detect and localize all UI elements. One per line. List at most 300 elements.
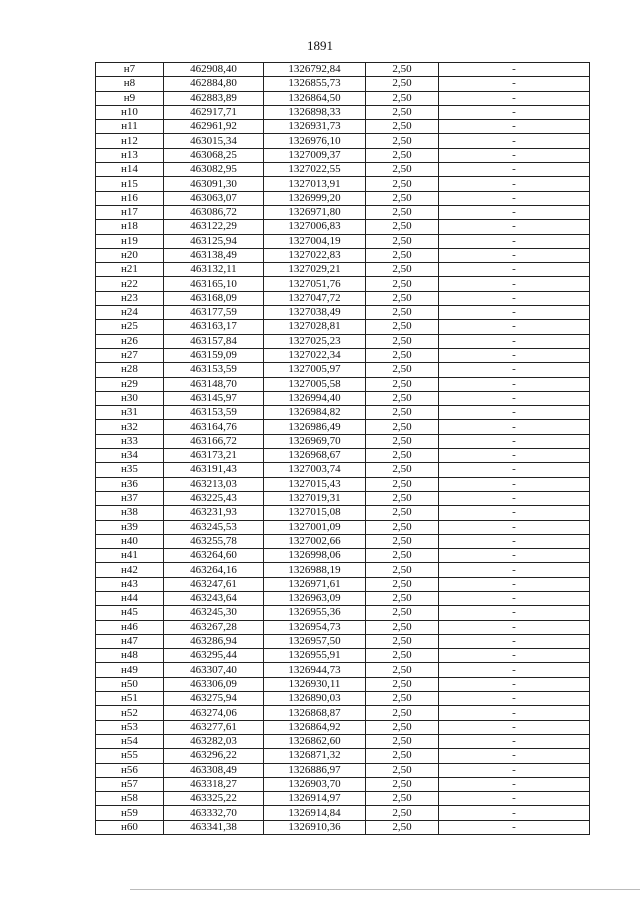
y-coordinate-cell: 1327022,83 xyxy=(264,248,366,262)
y-coordinate-cell: 1326944,73 xyxy=(264,663,366,677)
error-cell: 2,50 xyxy=(366,263,439,277)
x-coordinate-cell: 463145,97 xyxy=(164,391,264,405)
note-cell: - xyxy=(439,306,590,320)
note-cell: - xyxy=(439,563,590,577)
table-row xyxy=(96,820,590,834)
error-cell: 2,50 xyxy=(366,792,439,806)
point-name-cell: н43 xyxy=(96,577,164,591)
point-name-cell: н18 xyxy=(96,220,164,234)
x-coordinate-cell: 463264,60 xyxy=(164,549,264,563)
x-coordinate-cell: 463296,22 xyxy=(164,749,264,763)
y-coordinate-cell: 1326986,49 xyxy=(264,420,366,434)
x-coordinate-cell: 463282,03 xyxy=(164,734,264,748)
table-row xyxy=(96,348,590,362)
table-row xyxy=(96,763,590,777)
y-coordinate-cell: 1326954,73 xyxy=(264,620,366,634)
x-coordinate-cell: 463082,95 xyxy=(164,163,264,177)
note-cell: - xyxy=(439,777,590,791)
x-coordinate-cell: 462884,80 xyxy=(164,77,264,91)
error-cell: 2,50 xyxy=(366,463,439,477)
table-row xyxy=(96,377,590,391)
y-coordinate-cell: 1326931,73 xyxy=(264,120,366,134)
coordinates-table xyxy=(95,62,590,835)
note-cell: - xyxy=(439,477,590,491)
error-cell: 2,50 xyxy=(366,606,439,620)
point-name-cell: н35 xyxy=(96,463,164,477)
y-coordinate-cell: 1326955,91 xyxy=(264,649,366,663)
point-name-cell: н25 xyxy=(96,320,164,334)
x-coordinate-cell: 463091,30 xyxy=(164,177,264,191)
error-cell: 2,50 xyxy=(366,248,439,262)
note-cell: - xyxy=(439,63,590,77)
point-name-cell: н54 xyxy=(96,734,164,748)
point-name-cell: н48 xyxy=(96,649,164,663)
table-row xyxy=(96,163,590,177)
table-row xyxy=(96,663,590,677)
x-coordinate-cell: 462908,40 xyxy=(164,63,264,77)
table-row xyxy=(96,406,590,420)
error-cell: 2,50 xyxy=(366,205,439,219)
table-row xyxy=(96,320,590,334)
y-coordinate-cell: 1326886,97 xyxy=(264,763,366,777)
point-name-cell: н19 xyxy=(96,234,164,248)
y-coordinate-cell: 1326898,33 xyxy=(264,105,366,119)
point-name-cell: н16 xyxy=(96,191,164,205)
point-name-cell: н30 xyxy=(96,391,164,405)
x-coordinate-cell: 463191,43 xyxy=(164,463,264,477)
table-row xyxy=(96,63,590,77)
point-name-cell: н46 xyxy=(96,620,164,634)
coordinates-table-body xyxy=(96,63,590,835)
point-name-cell: н39 xyxy=(96,520,164,534)
point-name-cell: н33 xyxy=(96,434,164,448)
note-cell: - xyxy=(439,163,590,177)
error-cell: 2,50 xyxy=(366,77,439,91)
point-name-cell: н34 xyxy=(96,449,164,463)
note-cell: - xyxy=(439,663,590,677)
error-cell: 2,50 xyxy=(366,177,439,191)
point-name-cell: н50 xyxy=(96,677,164,691)
table-row xyxy=(96,706,590,720)
table-row xyxy=(96,248,590,262)
y-coordinate-cell: 1326988,19 xyxy=(264,563,366,577)
note-cell: - xyxy=(439,291,590,305)
x-coordinate-cell: 463148,70 xyxy=(164,377,264,391)
y-coordinate-cell: 1327005,97 xyxy=(264,363,366,377)
x-coordinate-cell: 463159,09 xyxy=(164,348,264,362)
error-cell: 2,50 xyxy=(366,449,439,463)
y-coordinate-cell: 1327013,91 xyxy=(264,177,366,191)
point-name-cell: н40 xyxy=(96,534,164,548)
x-coordinate-cell: 463225,43 xyxy=(164,491,264,505)
x-coordinate-cell: 463213,03 xyxy=(164,477,264,491)
table-row xyxy=(96,677,590,691)
y-coordinate-cell: 1326890,03 xyxy=(264,692,366,706)
y-coordinate-cell: 1326957,50 xyxy=(264,634,366,648)
error-cell: 2,50 xyxy=(366,520,439,534)
y-coordinate-cell: 1327001,09 xyxy=(264,520,366,534)
note-cell: - xyxy=(439,591,590,605)
table-row xyxy=(96,720,590,734)
y-coordinate-cell: 1327009,37 xyxy=(264,148,366,162)
x-coordinate-cell: 463164,76 xyxy=(164,420,264,434)
table-row xyxy=(96,463,590,477)
y-coordinate-cell: 1327005,58 xyxy=(264,377,366,391)
x-coordinate-cell: 463277,61 xyxy=(164,720,264,734)
note-cell: - xyxy=(439,177,590,191)
x-coordinate-cell: 463267,28 xyxy=(164,620,264,634)
y-coordinate-cell: 1327004,19 xyxy=(264,234,366,248)
table-row xyxy=(96,77,590,91)
note-cell: - xyxy=(439,120,590,134)
x-coordinate-cell: 463307,40 xyxy=(164,663,264,677)
point-name-cell: н51 xyxy=(96,692,164,706)
error-cell: 2,50 xyxy=(366,406,439,420)
table-row xyxy=(96,363,590,377)
x-coordinate-cell: 463153,59 xyxy=(164,406,264,420)
point-name-cell: н49 xyxy=(96,663,164,677)
y-coordinate-cell: 1327022,55 xyxy=(264,163,366,177)
point-name-cell: н7 xyxy=(96,63,164,77)
note-cell: - xyxy=(439,506,590,520)
table-row xyxy=(96,534,590,548)
y-coordinate-cell: 1326955,36 xyxy=(264,606,366,620)
y-coordinate-cell: 1327022,34 xyxy=(264,348,366,362)
error-cell: 2,50 xyxy=(366,234,439,248)
table-row xyxy=(96,520,590,534)
point-name-cell: н13 xyxy=(96,148,164,162)
table-row xyxy=(96,391,590,405)
y-coordinate-cell: 1327029,21 xyxy=(264,263,366,277)
point-name-cell: н17 xyxy=(96,205,164,219)
x-coordinate-cell: 463332,70 xyxy=(164,806,264,820)
note-cell: - xyxy=(439,606,590,620)
error-cell: 2,50 xyxy=(366,506,439,520)
error-cell: 2,50 xyxy=(366,134,439,148)
y-coordinate-cell: 1327047,72 xyxy=(264,291,366,305)
note-cell: - xyxy=(439,792,590,806)
table-row xyxy=(96,220,590,234)
x-coordinate-cell: 463243,64 xyxy=(164,591,264,605)
point-name-cell: н32 xyxy=(96,420,164,434)
note-cell: - xyxy=(439,449,590,463)
note-cell: - xyxy=(439,391,590,405)
error-cell: 2,50 xyxy=(366,749,439,763)
x-coordinate-cell: 463165,10 xyxy=(164,277,264,291)
point-name-cell: н10 xyxy=(96,105,164,119)
y-coordinate-cell: 1327019,31 xyxy=(264,491,366,505)
table-row xyxy=(96,191,590,205)
error-cell: 2,50 xyxy=(366,391,439,405)
error-cell: 2,50 xyxy=(366,806,439,820)
error-cell: 2,50 xyxy=(366,763,439,777)
note-cell: - xyxy=(439,91,590,105)
y-coordinate-cell: 1326994,40 xyxy=(264,391,366,405)
table-row xyxy=(96,577,590,591)
error-cell: 2,50 xyxy=(366,63,439,77)
point-name-cell: н53 xyxy=(96,720,164,734)
y-coordinate-cell: 1326868,87 xyxy=(264,706,366,720)
error-cell: 2,50 xyxy=(366,720,439,734)
table-row xyxy=(96,334,590,348)
error-cell: 2,50 xyxy=(366,163,439,177)
table-row xyxy=(96,692,590,706)
note-cell: - xyxy=(439,377,590,391)
point-name-cell: н57 xyxy=(96,777,164,791)
point-name-cell: н36 xyxy=(96,477,164,491)
y-coordinate-cell: 1326963,09 xyxy=(264,591,366,605)
error-cell: 2,50 xyxy=(366,220,439,234)
table-row xyxy=(96,234,590,248)
error-cell: 2,50 xyxy=(366,734,439,748)
x-coordinate-cell: 463157,84 xyxy=(164,334,264,348)
x-coordinate-cell: 463264,16 xyxy=(164,563,264,577)
x-coordinate-cell: 463306,09 xyxy=(164,677,264,691)
note-cell: - xyxy=(439,434,590,448)
error-cell: 2,50 xyxy=(366,549,439,563)
table-row xyxy=(96,420,590,434)
error-cell: 2,50 xyxy=(366,563,439,577)
note-cell: - xyxy=(439,363,590,377)
x-coordinate-cell: 463173,21 xyxy=(164,449,264,463)
table-row xyxy=(96,205,590,219)
table-row xyxy=(96,506,590,520)
note-cell: - xyxy=(439,649,590,663)
error-cell: 2,50 xyxy=(366,620,439,634)
note-cell: - xyxy=(439,677,590,691)
x-coordinate-cell: 463286,94 xyxy=(164,634,264,648)
table-row xyxy=(96,134,590,148)
note-cell: - xyxy=(439,205,590,219)
error-cell: 2,50 xyxy=(366,277,439,291)
table-row xyxy=(96,477,590,491)
error-cell: 2,50 xyxy=(366,534,439,548)
point-name-cell: н15 xyxy=(96,177,164,191)
point-name-cell: н11 xyxy=(96,120,164,134)
y-coordinate-cell: 1326969,70 xyxy=(264,434,366,448)
table-row xyxy=(96,105,590,119)
y-coordinate-cell: 1327028,81 xyxy=(264,320,366,334)
y-coordinate-cell: 1327038,49 xyxy=(264,306,366,320)
x-coordinate-cell: 463295,44 xyxy=(164,649,264,663)
point-name-cell: н26 xyxy=(96,334,164,348)
x-coordinate-cell: 463341,38 xyxy=(164,820,264,834)
x-coordinate-cell: 463166,72 xyxy=(164,434,264,448)
note-cell: - xyxy=(439,720,590,734)
note-cell: - xyxy=(439,334,590,348)
error-cell: 2,50 xyxy=(366,820,439,834)
error-cell: 2,50 xyxy=(366,420,439,434)
y-coordinate-cell: 1326903,70 xyxy=(264,777,366,791)
error-cell: 2,50 xyxy=(366,320,439,334)
point-name-cell: н14 xyxy=(96,163,164,177)
error-cell: 2,50 xyxy=(366,377,439,391)
table-row xyxy=(96,634,590,648)
x-coordinate-cell: 463132,11 xyxy=(164,263,264,277)
point-name-cell: н60 xyxy=(96,820,164,834)
x-coordinate-cell: 463168,09 xyxy=(164,291,264,305)
note-cell: - xyxy=(439,463,590,477)
error-cell: 2,50 xyxy=(366,634,439,648)
point-name-cell: н41 xyxy=(96,549,164,563)
note-cell: - xyxy=(439,348,590,362)
error-cell: 2,50 xyxy=(366,363,439,377)
x-coordinate-cell: 463177,59 xyxy=(164,306,264,320)
x-coordinate-cell: 463163,17 xyxy=(164,320,264,334)
y-coordinate-cell: 1327006,83 xyxy=(264,220,366,234)
y-coordinate-cell: 1326968,67 xyxy=(264,449,366,463)
note-cell: - xyxy=(439,263,590,277)
y-coordinate-cell: 1326855,73 xyxy=(264,77,366,91)
note-cell: - xyxy=(439,277,590,291)
y-coordinate-cell: 1326971,80 xyxy=(264,205,366,219)
error-cell: 2,50 xyxy=(366,663,439,677)
x-coordinate-cell: 463274,06 xyxy=(164,706,264,720)
note-cell: - xyxy=(439,520,590,534)
y-coordinate-cell: 1326999,20 xyxy=(264,191,366,205)
note-cell: - xyxy=(439,134,590,148)
x-coordinate-cell: 463138,49 xyxy=(164,248,264,262)
x-coordinate-cell: 463086,72 xyxy=(164,205,264,219)
note-cell: - xyxy=(439,620,590,634)
point-name-cell: н47 xyxy=(96,634,164,648)
y-coordinate-cell: 1326792,84 xyxy=(264,63,366,77)
note-cell: - xyxy=(439,763,590,777)
note-cell: - xyxy=(439,148,590,162)
x-coordinate-cell: 463153,59 xyxy=(164,363,264,377)
error-cell: 2,50 xyxy=(366,306,439,320)
point-name-cell: н29 xyxy=(96,377,164,391)
note-cell: - xyxy=(439,234,590,248)
note-cell: - xyxy=(439,77,590,91)
note-cell: - xyxy=(439,406,590,420)
point-name-cell: н59 xyxy=(96,806,164,820)
x-coordinate-cell: 463318,27 xyxy=(164,777,264,791)
point-name-cell: н12 xyxy=(96,134,164,148)
error-cell: 2,50 xyxy=(366,577,439,591)
point-name-cell: н28 xyxy=(96,363,164,377)
table-row xyxy=(96,549,590,563)
y-coordinate-cell: 1326914,84 xyxy=(264,806,366,820)
note-cell: - xyxy=(439,634,590,648)
y-coordinate-cell: 1327015,43 xyxy=(264,477,366,491)
table-row xyxy=(96,291,590,305)
y-coordinate-cell: 1326971,61 xyxy=(264,577,366,591)
error-cell: 2,50 xyxy=(366,105,439,119)
error-cell: 2,50 xyxy=(366,191,439,205)
x-coordinate-cell: 463308,49 xyxy=(164,763,264,777)
point-name-cell: н8 xyxy=(96,77,164,91)
x-coordinate-cell: 463245,30 xyxy=(164,606,264,620)
table-row xyxy=(96,620,590,634)
error-cell: 2,50 xyxy=(366,491,439,505)
table-row xyxy=(96,749,590,763)
note-cell: - xyxy=(439,491,590,505)
table-row xyxy=(96,606,590,620)
point-name-cell: н21 xyxy=(96,263,164,277)
table-row xyxy=(96,434,590,448)
table-row xyxy=(96,306,590,320)
note-cell: - xyxy=(439,220,590,234)
x-coordinate-cell: 463125,94 xyxy=(164,234,264,248)
error-cell: 2,50 xyxy=(366,91,439,105)
point-name-cell: н45 xyxy=(96,606,164,620)
x-coordinate-cell: 463015,34 xyxy=(164,134,264,148)
table-row xyxy=(96,148,590,162)
y-coordinate-cell: 1326976,10 xyxy=(264,134,366,148)
x-coordinate-cell: 463247,61 xyxy=(164,577,264,591)
y-coordinate-cell: 1326862,60 xyxy=(264,734,366,748)
note-cell: - xyxy=(439,749,590,763)
note-cell: - xyxy=(439,706,590,720)
table-row xyxy=(96,491,590,505)
point-name-cell: н44 xyxy=(96,591,164,605)
table-row xyxy=(96,120,590,134)
table-row xyxy=(96,263,590,277)
error-cell: 2,50 xyxy=(366,649,439,663)
error-cell: 2,50 xyxy=(366,677,439,691)
note-cell: - xyxy=(439,549,590,563)
note-cell: - xyxy=(439,420,590,434)
note-cell: - xyxy=(439,248,590,262)
note-cell: - xyxy=(439,820,590,834)
x-coordinate-cell: 462917,71 xyxy=(164,105,264,119)
error-cell: 2,50 xyxy=(366,692,439,706)
error-cell: 2,50 xyxy=(366,148,439,162)
y-coordinate-cell: 1326871,32 xyxy=(264,749,366,763)
table-row xyxy=(96,91,590,105)
point-name-cell: н24 xyxy=(96,306,164,320)
point-name-cell: н9 xyxy=(96,91,164,105)
note-cell: - xyxy=(439,105,590,119)
y-coordinate-cell: 1327002,66 xyxy=(264,534,366,548)
error-cell: 2,50 xyxy=(366,591,439,605)
note-cell: - xyxy=(439,191,590,205)
point-name-cell: н23 xyxy=(96,291,164,305)
point-name-cell: н27 xyxy=(96,348,164,362)
point-name-cell: н31 xyxy=(96,406,164,420)
point-name-cell: н38 xyxy=(96,506,164,520)
y-coordinate-cell: 1327051,76 xyxy=(264,277,366,291)
table-row xyxy=(96,277,590,291)
point-name-cell: н37 xyxy=(96,491,164,505)
y-coordinate-cell: 1327015,08 xyxy=(264,506,366,520)
error-cell: 2,50 xyxy=(366,334,439,348)
note-cell: - xyxy=(439,534,590,548)
table-row xyxy=(96,806,590,820)
table-row xyxy=(96,734,590,748)
x-coordinate-cell: 463245,53 xyxy=(164,520,264,534)
note-cell: - xyxy=(439,577,590,591)
x-coordinate-cell: 463275,94 xyxy=(164,692,264,706)
table-row xyxy=(96,649,590,663)
note-cell: - xyxy=(439,806,590,820)
x-coordinate-cell: 463063,07 xyxy=(164,191,264,205)
table-row xyxy=(96,177,590,191)
note-cell: - xyxy=(439,734,590,748)
table-row xyxy=(96,792,590,806)
error-cell: 2,50 xyxy=(366,706,439,720)
note-cell: - xyxy=(439,692,590,706)
point-name-cell: н56 xyxy=(96,763,164,777)
table-row xyxy=(96,591,590,605)
x-coordinate-cell: 462883,89 xyxy=(164,91,264,105)
table-row xyxy=(96,449,590,463)
error-cell: 2,50 xyxy=(366,348,439,362)
x-coordinate-cell: 463255,78 xyxy=(164,534,264,548)
point-name-cell: н20 xyxy=(96,248,164,262)
point-name-cell: н58 xyxy=(96,792,164,806)
